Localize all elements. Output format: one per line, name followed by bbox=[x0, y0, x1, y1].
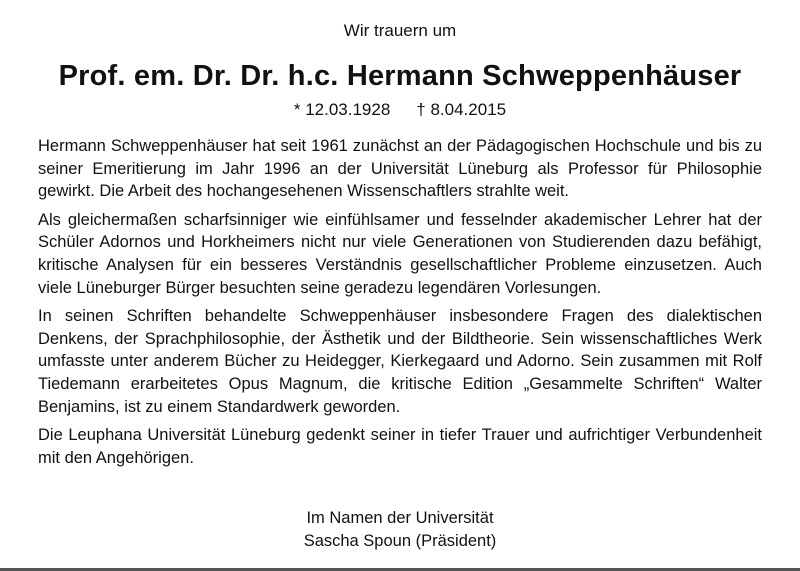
paragraph-writings: In seinen Schriften behandelte Schweppenhäuser insbesondere Fragen des dialektischen Denkens, der Sprachphilosophie, der Ästhetik und der Bildtheorie. Sein wissenschaftliches Werk umfasste unter anderem Bücher zu Heidegger, Kierkegaard und Adorno. Sein zusammen mit Rolf Tiedemann erarbeitetes Opus Magnum, die kritische Edition „Gesammelte Schriften“ Walter Benjamins, ist zu einem Standardwerk geworden. bbox=[38, 307, 762, 416]
paragraph-condolence: Die Leuphana Universität Lüneburg gedenkt seiner in tiefer Trauer und aufrichtiger Verbundenheit mit den Angehörigen. bbox=[38, 426, 762, 467]
death-date: † 8.04.2015 bbox=[416, 100, 507, 119]
birth-date: * 12.03.1928 bbox=[293, 100, 391, 119]
paragraph-teaching: Als gleichermaßen scharfsinniger wie einfühlsamer und fesselnder akademischer Lehrer hat der Schüler Adornos und Horkheimers nicht nur viele Generationen von Studierenden dazu befähigt, kritische Analysen für ein besseres Verständnis gesellschaftlicher Probleme einzusetzen. Auch viele Lüneburger Bürger besuchten seine geradezu legendären Vorlesungen. bbox=[38, 210, 762, 297]
signature-line-institution: Im Namen der Universität bbox=[306, 509, 494, 527]
life-dates bbox=[0, 99, 800, 121]
obituary-body bbox=[38, 135, 762, 475]
signature-line-person: Sascha Spoun (Präsident) bbox=[303, 532, 497, 550]
paragraph-career: Hermann Schweppenhäuser hat seit 1961 zunächst an der Pädagogischen Hochschule und bis zu seiner Emeritierung im Jahr 1996 an der Universität Lüneburg als Professor für Philosophie gewirkt. Die Arbeit des hochangesehenen Wissenschaftlers strahlte weit. bbox=[38, 137, 762, 201]
intro-line: Wir trauern um bbox=[343, 21, 457, 40]
deceased-name: Prof. em. Dr. Dr. h.c. Hermann Schweppenhäuser bbox=[58, 60, 742, 92]
signature-block bbox=[0, 507, 800, 553]
